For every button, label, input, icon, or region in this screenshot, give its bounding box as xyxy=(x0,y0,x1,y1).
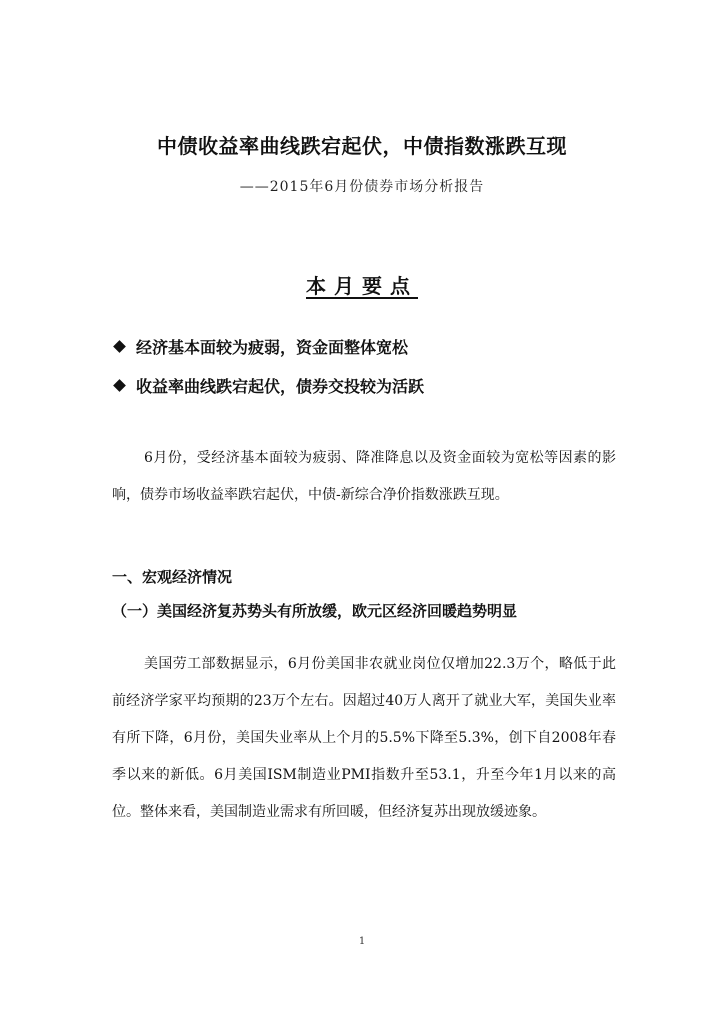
highlight-item xyxy=(112,335,408,358)
diamond-bullet-icon xyxy=(113,340,126,353)
highlight-text: 收益率曲线跌宕起伏，债券交投较为活跃 xyxy=(136,377,425,396)
subsection-paragraph: 美国劳工部数据显示，6月份美国非农就业岗位仅增加22.3万个，略低于此前经济学家平均预期的23万个左右。因超过40万人离开了就业大军，美国失业率有所下降，6月份，美国失业率从上个月的5.5%下降至5.3%，创下自2008年春季以来的新低。6月美国ISM制造业PMI指数升至53.1，升至今年1月以来的高位。整体来看，美国制造业需求有所回暖，但经济复苏出现放缓迹象。 xyxy=(112,656,616,820)
page-number: 1 xyxy=(358,936,366,947)
diamond-bullet-icon xyxy=(113,379,126,392)
highlights-heading xyxy=(0,270,724,299)
document-title: 中债收益率曲线跌宕起伏，中债指数涨跌互现 xyxy=(157,134,567,158)
document-subtitle: ——2015年6月份债券市场分析报告 xyxy=(239,179,485,195)
subsection-heading: （一）美国经济复苏势头有所放缓，欧元区经济回暖趋势明显 xyxy=(112,602,518,620)
highlight-item xyxy=(112,374,424,397)
highlight-text: 经济基本面较为疲弱，资金面整体宽松 xyxy=(136,338,409,357)
section-heading: 一、宏观经济情况 xyxy=(112,568,233,586)
highlights-heading-text: 本月要点 xyxy=(306,274,418,298)
intro-paragraph: 6月份，受经济基本面较为疲弱、降准降息以及资金面较为宽松等因素的影响，债券市场收益率跌宕起伏，中债-新综合净价指数涨跌互现。 xyxy=(112,450,616,503)
